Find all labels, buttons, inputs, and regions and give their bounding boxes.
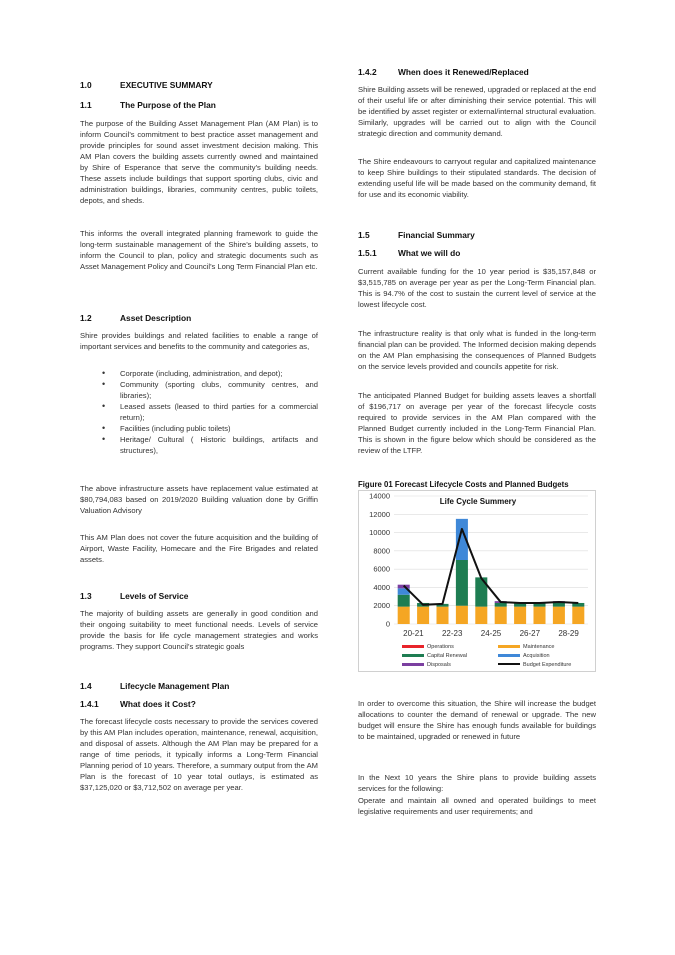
x-tick-label: 22-23 (441, 629, 463, 638)
heading-1-5-1: 1.5.1 What we will do (358, 248, 461, 258)
list-item: • Corporate (including, administration, and depot); (80, 368, 318, 379)
bar-segment-maintenance (495, 607, 507, 624)
y-tick-label: 4000 (373, 582, 390, 592)
paragraph: The anticipated Planned Budget for building assets leaves a shortfall of $196,717 on average per year of the forecast lifecycle costs required to provide services in the AM Plan compared with the Planned Budget currently included in the Long-Term Financial Plan. This is shown in the figure below which should be considered as the review of the LTFP. (358, 391, 596, 455)
bar-segment-capital-renewal (398, 595, 410, 607)
y-tick-label: 10000 (369, 528, 390, 538)
paragraph: The forecast lifecycle costs necessary to provide the services covered by this AM Plan includes operation, maintenance, renewal, acquisition, and disposal of assets. Although the AM Plan may be prepared for a range of time periods, it typically informs a Long-Term Financial Planning period of 10 years. Therefore, a summary output from the AM Plan is the forecast of 10 year total outlays, is estimated as $37,125,020 or $3,712,502 on average per year. (80, 717, 318, 792)
chart-title: Life Cycle Summery (439, 497, 517, 506)
legend-swatch (402, 645, 424, 648)
y-tick-label: 6000 (373, 564, 390, 574)
bar-segment-maintenance (533, 607, 545, 624)
y-tick-label: 14000 (369, 491, 390, 501)
paragraph: The above infrastructure assets have replacement value estimated at $80,794,083 based on 2019/2020 Building valuation done by Griffin Valuation Advisory (80, 484, 318, 515)
paragraph: The majority of building assets are generally in good condition and their ongoing suitability to meet functional needs. Levels of service provide the basis for life cycle management strategies and works programs. They support Council’s strategic goals (80, 609, 318, 651)
list-item: • Leased assets (leased to third parties for a commercial return); (80, 401, 318, 423)
bar-segment-maintenance (553, 607, 565, 624)
list-item: • Heritage/ Cultural ( Historic buildings, artifacts and structures), (80, 434, 318, 456)
bar-segment-maintenance (436, 607, 448, 624)
figure-caption: Figure 01 Forecast Lifecycle Costs and Planned Budgets (358, 480, 569, 489)
bar-segment-maintenance (514, 607, 526, 624)
legend-swatch (498, 654, 520, 657)
legend-label: Maintenance (523, 644, 555, 650)
paragraph: This informs the overall integrated planning framework to guide the long-term sustainable management of the Shire’s building assets, to inform the Council to plan, policy and strategic documents such as Asset Management Policy and Council’s Long Term Financial Plan etc. (80, 229, 318, 271)
legend-swatch (498, 663, 520, 665)
heading-1-4-2: 1.4.2 When does it Renewed/Replaced (358, 67, 529, 77)
legend-swatch (402, 654, 424, 657)
heading-1-2: 1.2 Asset Description (80, 313, 192, 323)
x-tick-label: 20-21 (403, 629, 424, 638)
bar-segment-capital-renewal (553, 603, 565, 607)
bar-segment-maintenance (456, 606, 468, 624)
asset-category-list (80, 368, 318, 456)
y-tick-label: 12000 (369, 509, 390, 519)
heading-1-0: 1.0 EXECUTIVE SUMMARY (80, 80, 213, 90)
paragraph: This AM Plan does not cover the future acquisition and the building of Airport, Waste Facility, Homecare and the Fire Brigades and related assets. (80, 533, 318, 564)
bar-segment-capital-renewal (475, 577, 487, 606)
legend-swatch (402, 663, 424, 666)
bar-segment-maintenance (398, 607, 410, 624)
paragraph: The Shire endeavours to carryout regular and capitalized maintenance to keep Shire buildings to their stipulated standards. The decision of extending useful life will be made based on the community demand, fit for use and its economic viability. (358, 157, 596, 199)
legend-label: Operations (427, 644, 454, 650)
bar-segment-capital-renewal (495, 603, 507, 607)
y-tick-label: 2000 (373, 601, 390, 611)
bar-segment-maintenance (475, 607, 487, 624)
heading-1-5: 1.5 Financial Summary (358, 230, 475, 240)
bar-segment-capital-renewal (456, 560, 468, 606)
legend-label: Capital Renewal (427, 653, 468, 659)
paragraph: Shire provides buildings and related facilities to enable a range of important services and benefits to the community and categories as, (80, 331, 318, 351)
x-tick-label: 28-29 (558, 629, 579, 638)
heading-1-4: 1.4 Lifecycle Management Plan (80, 681, 230, 691)
heading-1-4-1: 1.4.1 What does it Cost? (80, 699, 196, 709)
list-item: • Community (sporting clubs, community centres, and libraries); (80, 379, 318, 401)
y-tick-label: 0 (385, 619, 390, 629)
bar-segment-maintenance (572, 607, 584, 624)
legend-label: Disposals (427, 662, 451, 668)
bar-segment-maintenance (417, 607, 429, 624)
paragraph: Operate and maintain all owned and operated buildings to meet legislative requirements and user requirements; and (358, 796, 596, 816)
y-tick-label: 8000 (373, 546, 390, 556)
paragraph: The purpose of the Building Asset Management Plan (AM Plan) is to inform Council’s commitment to best practice asset management and provide principles for sound asset investment decision making. This AM Plan covers the building assets currently owned and maintained by Shire of Esperance that serve the community’s building needs. These assets include buildings that support sporting clubs, civic and administration buildings, libraries, community centres, public toilets, depots, and sheds. (80, 119, 318, 205)
heading-1-1: 1.1 The Purpose of the Plan (80, 100, 216, 110)
paragraph: Current available funding for the 10 year period is $35,157,848 or $3,515,785 on average per year as per the Long-Term Financial plan. This is 94.7% of the cost to sustain the current level of service at the lowest lifecycle cost. (358, 267, 596, 309)
x-tick-label: 24-25 (480, 629, 502, 638)
x-tick-label: 26-27 (519, 629, 541, 638)
heading-1-3: 1.3 Levels of Service (80, 591, 189, 601)
legend-label: Budget Expenditure (523, 662, 572, 668)
paragraph: Shire Building assets will be renewed, upgraded or replaced at the end of their useful life or after diminishing their service potential. This will be identified by asset register or external/internal structural evaluation. Similarly, upgrades will be carried out to align with the Council strategic direction and community demand. (358, 85, 596, 138)
paragraph: In order to overcome this situation, the Shire will increase the budget allocations to counter the demand of renewal or upgrade. The new budget will ensure the Shire has enough funds available for buildings to be maintained, upgraded or renewed in future (358, 699, 596, 741)
legend-label: Acquisition (523, 653, 550, 659)
list-item: • Facilities (including public toilets) (80, 423, 318, 434)
lifecycle-chart (358, 490, 596, 672)
paragraph: The infrastructure reality is that only what is funded in the long-term financial plan can be provided. The Informed decision making depends on the AM Plan emphasising the consequences of Planned Budgets on the service levels provided and councils appetite for risk. (358, 329, 596, 371)
legend-swatch (498, 645, 520, 648)
paragraph: In the Next 10 years the Shire plans to provide building assets services for the following: (358, 773, 596, 793)
